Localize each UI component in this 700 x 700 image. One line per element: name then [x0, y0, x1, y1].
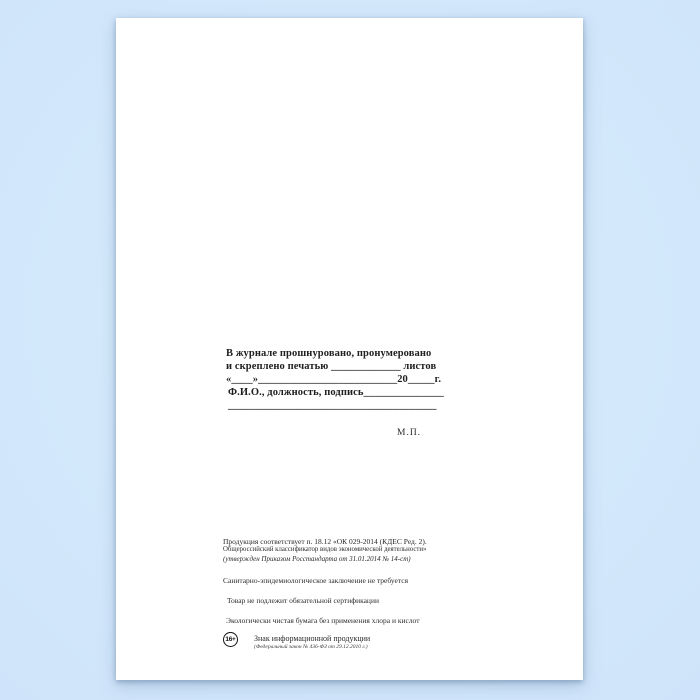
stamp-text-line-2: и скреплено печатью _____________ листов [226, 361, 437, 372]
info-product-law: (Федеральный закон № 436-ФЗ от 29.12.2010 г.) [254, 644, 368, 650]
stamp-text-line-4: Ф.И.О., должность, подпись_______________ [228, 387, 444, 398]
age-16-badge-icon: 16+ [223, 632, 238, 647]
stamp-text-line-1: В журнале прошнуровано, пронумеровано [226, 348, 432, 359]
document-page [116, 18, 583, 680]
stamp-text-line-3: «____»__________________________20_____г. [226, 374, 442, 385]
product-standard-note-line-2: Общероссийский классификатор видов экономической деятельности» [223, 546, 427, 553]
sanitary-note: Санитарно-эпидемиологическое заключение не требуется [223, 576, 409, 585]
product-standard-note-line-1: Продукция соответствует п. 18.12 «ОК 029-2014 (КДЕС Ред. 2). [223, 537, 427, 546]
product-standard-note-line-3: (утвержден Приказом Росстандарта от 31.01.2014 № 14-ст) [223, 555, 411, 563]
stamp-text-line-5: _______________________________________ [228, 400, 437, 411]
eco-note: Экологически чистая бумага без применения хлора и кислот [226, 616, 420, 625]
info-product-title: Знак информационной продукции [254, 634, 371, 643]
certification-note: Товар не подлежит обязательной сертификации [227, 596, 379, 605]
seal-place-label: М.П. [397, 428, 422, 438]
